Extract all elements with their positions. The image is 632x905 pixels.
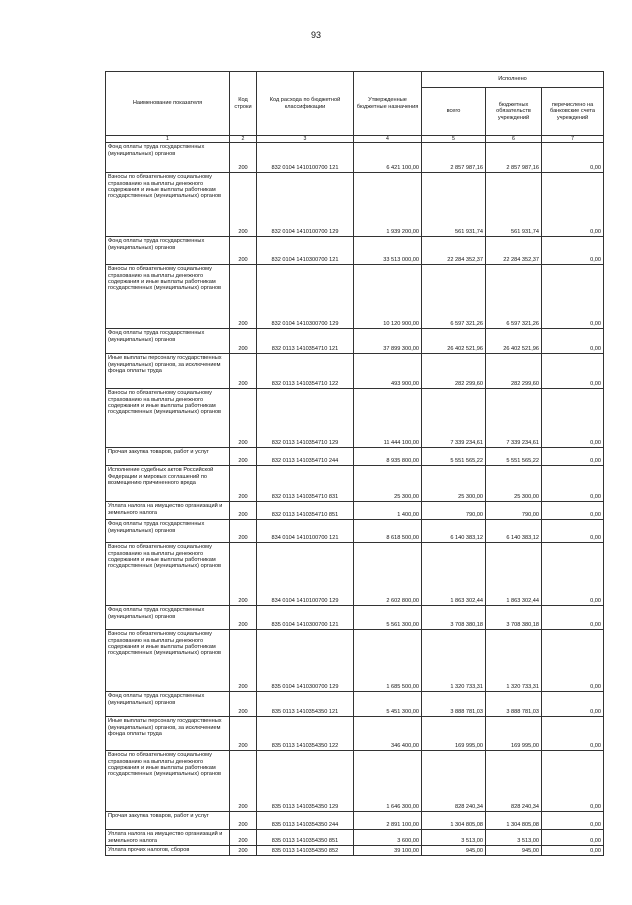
row-approved-amount: 346 400,00 [354,717,422,751]
row-line-code: 200 [230,717,257,751]
table-row [106,502,604,520]
row-transferred-amount: 0,00 [542,846,604,856]
row-indicator-name: Взносы по обязательному социальному страхованию на выплаты денежного содержания и иные выплаты работникам государственных (муниципальных) органов [106,751,230,812]
header-indicator-name: Наименование показателя [106,72,230,136]
row-expense-code: 834 0104 1410100700 129 [257,543,354,606]
row-expense-code: 832 0104 1410100700 129 [257,173,354,237]
table-row [106,520,604,543]
row-approved-amount: 1 939 200,00 [354,173,422,237]
table-row [106,448,604,466]
row-approved-amount: 25 300,00 [354,466,422,502]
column-number: 7 [542,136,604,143]
table-header [106,72,604,143]
row-line-code: 200 [230,448,257,466]
row-approved-amount: 493 900,00 [354,354,422,389]
row-executed-budget: 1 863 302,44 [486,543,542,606]
row-executed-budget: 6 597 321,26 [486,265,542,329]
row-executed-budget: 790,00 [486,502,542,520]
row-transferred-amount: 0,00 [542,329,604,354]
table-row [106,830,604,846]
row-line-code: 200 [230,830,257,846]
row-executed-total: 1 304 805,08 [422,812,486,830]
table-row [106,389,604,448]
row-indicator-name: Фонд оплаты труда государственных (муниципальных) органов [106,520,230,543]
column-number: 6 [486,136,542,143]
row-executed-budget: 3 708 380,18 [486,606,542,630]
header-budget-obligations: бюджетных обязательств учреждений [486,88,542,136]
row-executed-total: 25 300,00 [422,466,486,502]
row-transferred-amount: 0,00 [542,354,604,389]
row-line-code: 200 [230,751,257,812]
row-transferred-amount: 0,00 [542,830,604,846]
row-expense-code: 835 0113 1410354350 851 [257,830,354,846]
row-indicator-name: Прочая закупка товаров, работ и услуг [106,448,230,466]
row-executed-budget: 282 299,60 [486,354,542,389]
row-executed-budget: 828 240,34 [486,751,542,812]
row-approved-amount: 1 646 300,00 [354,751,422,812]
table-row [106,543,604,606]
table-row [106,751,604,812]
row-indicator-name: Уплата налога на имущество организаций и земельного налога [106,830,230,846]
row-executed-budget: 5 551 565,22 [486,448,542,466]
row-executed-budget: 3 513,00 [486,830,542,846]
row-line-code: 200 [230,846,257,856]
row-line-code: 200 [230,354,257,389]
row-expense-code: 832 0104 1410300700 121 [257,237,354,265]
row-transferred-amount: 0,00 [542,692,604,717]
row-transferred-amount: 0,00 [542,143,604,173]
table-row [106,329,604,354]
column-number: 5 [422,136,486,143]
row-line-code: 200 [230,543,257,606]
row-expense-code: 832 0113 1410354710 244 [257,448,354,466]
row-approved-amount: 10 120 900,00 [354,265,422,329]
header-expense-code: Код расхода по бюджетной классификации [257,72,354,136]
row-executed-total: 6 140 383,12 [422,520,486,543]
row-executed-total: 1 863 302,44 [422,543,486,606]
row-executed-budget: 945,00 [486,846,542,856]
row-transferred-amount: 0,00 [542,717,604,751]
row-approved-amount: 1 685 500,00 [354,630,422,692]
row-executed-total: 169 995,00 [422,717,486,751]
row-indicator-name: Фонд оплаты труда государственных (муниципальных) органов [106,143,230,173]
row-executed-budget: 561 931,74 [486,173,542,237]
row-transferred-amount: 0,00 [542,812,604,830]
header-transferred: перечислено на банковские счета учреждений [542,88,604,136]
row-executed-budget: 7 339 234,61 [486,389,542,448]
row-expense-code: 834 0104 1410100700 121 [257,520,354,543]
row-indicator-name: Взносы по обязательному социальному страхованию на выплаты денежного содержания и иные выплаты работникам государственных (муниципальных) органов [106,265,230,329]
row-line-code: 200 [230,389,257,448]
row-line-code: 200 [230,173,257,237]
row-transferred-amount: 0,00 [542,751,604,812]
row-expense-code: 835 0104 1410300700 121 [257,606,354,630]
row-indicator-name: Иные выплаты персоналу государственных (муниципальных) органов, за исключением фонда оплаты труда [106,717,230,751]
table-row [106,173,604,237]
row-executed-total: 5 551 565,22 [422,448,486,466]
table-row [106,143,604,173]
row-executed-budget: 22 284 352,37 [486,237,542,265]
row-line-code: 200 [230,502,257,520]
row-executed-budget: 1 320 733,31 [486,630,542,692]
row-indicator-name: Взносы по обязательному социальному страхованию на выплаты денежного содержания и иные выплаты работникам государственных (муниципальных) органов [106,389,230,448]
row-transferred-amount: 0,00 [542,237,604,265]
row-executed-total: 561 931,74 [422,173,486,237]
table-row [106,466,604,502]
row-indicator-name: Иные выплаты персоналу государственных (муниципальных) органов, за исключением фонда оплаты труда [106,354,230,389]
row-executed-total: 2 857 987,16 [422,143,486,173]
row-expense-code: 835 0113 1410354350 129 [257,751,354,812]
row-executed-total: 1 320 733,31 [422,630,486,692]
row-executed-total: 7 339 234,61 [422,389,486,448]
row-transferred-amount: 0,00 [542,630,604,692]
row-indicator-name: Уплата прочих налогов, сборов [106,846,230,856]
header-approved: Утвержденные бюджетные назначения [354,72,422,136]
row-expense-code: 832 0113 1410354710 831 [257,466,354,502]
row-executed-budget: 26 402 521,96 [486,329,542,354]
row-executed-budget: 169 995,00 [486,717,542,751]
row-executed-budget: 6 140 383,12 [486,520,542,543]
row-line-code: 200 [230,329,257,354]
row-indicator-name: Фонд оплаты труда государственных (муниципальных) органов [106,237,230,265]
table-row [106,630,604,692]
row-indicator-name: Фонд оплаты труда государственных (муниципальных) органов [106,692,230,717]
row-approved-amount: 6 421 100,00 [354,143,422,173]
row-approved-amount: 37 899 300,00 [354,329,422,354]
row-expense-code: 832 0113 1410354710 121 [257,329,354,354]
row-executed-total: 3 513,00 [422,830,486,846]
row-executed-total: 282 299,60 [422,354,486,389]
row-executed-total: 3 888 781,03 [422,692,486,717]
row-indicator-name: Фонд оплаты труда государственных (муниципальных) органов [106,606,230,630]
row-expense-code: 832 0104 1410300700 129 [257,265,354,329]
table-row [106,846,604,856]
row-executed-total: 828 240,34 [422,751,486,812]
table-row [106,237,604,265]
row-line-code: 200 [230,143,257,173]
row-expense-code: 832 0113 1410354710 851 [257,502,354,520]
row-executed-budget: 25 300,00 [486,466,542,502]
table-row [106,265,604,329]
row-expense-code: 832 0113 1410354710 129 [257,389,354,448]
row-expense-code: 832 0104 1410100700 121 [257,143,354,173]
table-row [106,354,604,389]
table-row [106,717,604,751]
row-transferred-amount: 0,00 [542,173,604,237]
row-indicator-name: Исполнение судебных актов Российской Федерации и мировых соглашений по возмещению причиненного вреда [106,466,230,502]
row-line-code: 200 [230,520,257,543]
column-number: 3 [257,136,354,143]
row-line-code: 200 [230,692,257,717]
row-indicator-name: Взносы по обязательному социальному страхованию на выплаты денежного содержания и иные выплаты работникам государственных (муниципальных) органов [106,630,230,692]
row-indicator-name: Уплата налога на имущество организаций и земельного налога [106,502,230,520]
row-executed-budget: 2 857 987,16 [486,143,542,173]
row-transferred-amount: 0,00 [542,265,604,329]
row-approved-amount: 11 444 100,00 [354,389,422,448]
row-executed-total: 945,00 [422,846,486,856]
row-approved-amount: 39 100,00 [354,846,422,856]
row-expense-code: 835 0113 1410354350 244 [257,812,354,830]
row-approved-amount: 33 513 000,00 [354,237,422,265]
row-line-code: 200 [230,606,257,630]
row-expense-code: 832 0113 1410354710 122 [257,354,354,389]
header-total: всего [422,88,486,136]
row-expense-code: 835 0104 1410300700 129 [257,630,354,692]
row-approved-amount: 5 451 300,00 [354,692,422,717]
row-executed-budget: 3 888 781,03 [486,692,542,717]
row-approved-amount: 8 935 800,00 [354,448,422,466]
row-executed-budget: 1 304 805,08 [486,812,542,830]
row-expense-code: 835 0113 1410354350 121 [257,692,354,717]
header-executed: Исполнено [422,72,604,88]
row-transferred-amount: 0,00 [542,606,604,630]
row-approved-amount: 1 400,00 [354,502,422,520]
row-executed-total: 26 402 521,96 [422,329,486,354]
row-executed-total: 6 597 321,26 [422,265,486,329]
row-approved-amount: 5 561 300,00 [354,606,422,630]
header-line-code: Код строки [230,72,257,136]
column-number: 2 [230,136,257,143]
row-executed-total: 790,00 [422,502,486,520]
row-expense-code: 835 0113 1410354350 852 [257,846,354,856]
row-indicator-name: Фонд оплаты труда государственных (муниципальных) органов [106,329,230,354]
row-transferred-amount: 0,00 [542,466,604,502]
row-transferred-amount: 0,00 [542,543,604,606]
column-number: 1 [106,136,230,143]
table-row [106,812,604,830]
row-approved-amount: 2 602 800,00 [354,543,422,606]
column-number: 4 [354,136,422,143]
table-row [106,692,604,717]
row-approved-amount: 8 618 500,00 [354,520,422,543]
row-transferred-amount: 0,00 [542,520,604,543]
row-line-code: 200 [230,812,257,830]
row-line-code: 200 [230,630,257,692]
row-indicator-name: Взносы по обязательному социальному страхованию на выплаты денежного содержания и иные выплаты работникам государственных (муниципальных) органов [106,543,230,606]
page-number: 93 [310,30,321,40]
table-body [106,143,604,856]
row-executed-total: 3 708 380,18 [422,606,486,630]
row-transferred-amount: 0,00 [542,502,604,520]
row-expense-code: 835 0113 1410354350 122 [257,717,354,751]
row-approved-amount: 2 891 100,00 [354,812,422,830]
row-transferred-amount: 0,00 [542,389,604,448]
row-transferred-amount: 0,00 [542,448,604,466]
row-approved-amount: 3 600,00 [354,830,422,846]
row-line-code: 200 [230,466,257,502]
budget-execution-table [105,71,604,856]
row-line-code: 200 [230,237,257,265]
row-line-code: 200 [230,265,257,329]
row-indicator-name: Прочая закупка товаров, работ и услуг [106,812,230,830]
table-row [106,606,604,630]
row-executed-total: 22 284 352,37 [422,237,486,265]
row-indicator-name: Взносы по обязательному социальному страхованию на выплаты денежного содержания и иные выплаты работникам государственных (муниципальных) органов [106,173,230,237]
